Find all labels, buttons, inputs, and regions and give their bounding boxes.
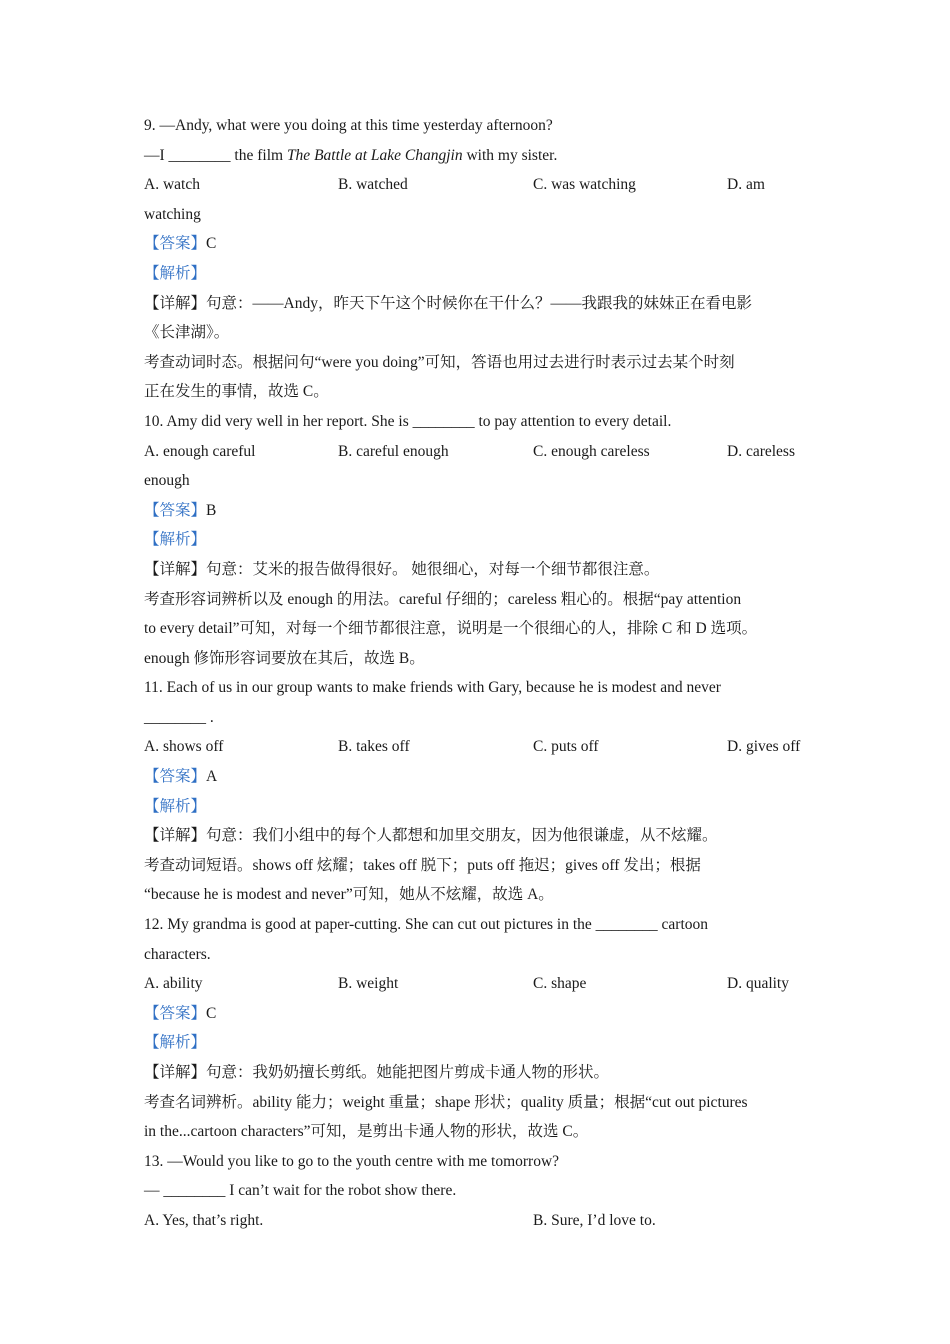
answer-label: 【答案】	[144, 235, 207, 253]
answer-value: C	[206, 1004, 217, 1022]
q10-detail-2: 考查形容词辨析以及 enough 的用法。careful 仔细的；careless 粗心的。根据“pay attention	[144, 590, 742, 608]
q11-option-a: A. shows off	[144, 738, 224, 756]
q10-detail-3: to every detail”可知，对每一个细节都很注意，说明是一个很细心的人，排除 C 和 D 选项。	[144, 620, 758, 638]
q13-option-b: B. Sure, I’d love to.	[533, 1211, 656, 1229]
detail-text: 句意：——Andy，昨天下午这个时候你在干什么？——我跟我的妹妹正在看电影	[206, 294, 752, 312]
q12-answer	[144, 999, 824, 1029]
q9-option-b: B. watched	[338, 176, 408, 194]
q10-option-d: D. careless	[727, 442, 795, 460]
q11-detail-3: “because he is modest and never”可知，她从不炫耀，故选 A。	[144, 886, 554, 904]
answer-label: 【答案】	[144, 768, 207, 786]
q9-reply-pre: —I ________ the film	[144, 146, 287, 164]
q12-option-d: D. quality	[727, 975, 789, 993]
q10-options	[144, 437, 824, 467]
q9-detail-4: 正在发生的事情，故选 C。	[144, 383, 329, 401]
q13-stem-reply: — ________ I can’t wait for the robot show there.	[144, 1182, 457, 1200]
answer-value: C	[206, 235, 217, 253]
q12-analysis-label: 【解析】	[144, 1034, 207, 1052]
q9-detail-3: 考查动词时态。根据问句“were you doing”可知，答语也用过去进行时表示过去某个时刻	[144, 353, 735, 371]
q10-analysis-label: 【解析】	[144, 531, 207, 549]
q11-options	[144, 732, 824, 762]
q11-option-b: B. takes off	[338, 738, 410, 756]
question-content	[144, 111, 824, 1236]
q10-option-wrap: enough	[144, 472, 190, 490]
q10-answer	[144, 496, 824, 526]
q9-option-wrap: watching	[144, 205, 201, 223]
q12-detail-3: in the...cartoon characters”可知，是剪出卡通人物的形状，故选 C。	[144, 1123, 589, 1141]
q12-stem-cont: characters.	[144, 945, 211, 963]
q11-detail-2: 考查动词短语。shows off 炫耀；takes off 脱下；puts off 拖迟；gives off 发出；根据	[144, 856, 701, 874]
q9-option-d: D. am	[727, 176, 765, 194]
q12-options	[144, 969, 824, 999]
q10-option-c: C. enough careless	[533, 442, 650, 460]
q12-detail-2: 考查名词辨析。ability 能力；weight 重量；shape 形状；quality 质量；根据“cut out pictures	[144, 1093, 748, 1111]
detail-text: 句意：艾米的报告做得很好。 她很细心，对每一个细节都很注意。	[206, 560, 660, 578]
q12-detail-1	[144, 1058, 824, 1088]
detail-text: 句意：我们小组中的每个人都想和加里交朋友，因为他很谦虚，从不炫耀。	[206, 827, 718, 845]
answer-label: 【答案】	[144, 1004, 207, 1022]
q11-option-c: C. puts off	[533, 738, 599, 756]
q13-option-a: A. Yes, that’s right.	[144, 1211, 264, 1229]
q9-options	[144, 170, 824, 200]
q10-detail-1	[144, 555, 824, 585]
q9-reply-post: with my sister.	[462, 146, 558, 164]
q10-detail-4: enough 修饰形容词要放在其后，故选 B。	[144, 649, 425, 667]
detail-label: 【详解】	[144, 560, 207, 578]
q9-film-title: The Battle at Lake Changjin	[286, 146, 463, 164]
q11-detail-1	[144, 821, 824, 851]
q9-option-a: A. watch	[144, 176, 200, 194]
q11-option-d: D. gives off	[727, 738, 801, 756]
q9-detail-2: 《长津湖》。	[144, 324, 230, 342]
detail-text: 句意：我奶奶擅长剪纸。她能把图片剪成卡通人物的形状。	[206, 1064, 610, 1081]
q12-option-b: B. weight	[338, 975, 399, 993]
q12-stem: 12. My grandma is good at paper-cutting. She can cut out pictures in the ________ cartoon	[144, 916, 709, 934]
q9-answer	[144, 229, 824, 259]
detail-label: 【详解】	[144, 294, 207, 312]
answer-value: A	[206, 768, 218, 786]
q9-analysis-label: 【解析】	[144, 264, 207, 282]
q10-option-b: B. careful enough	[338, 442, 449, 460]
answer-label: 【答案】	[144, 501, 207, 519]
q11-stem-blank: ________ .	[144, 708, 214, 726]
q11-stem: 11. Each of us in our group wants to make friends with Gary, because he is modest and never	[144, 679, 721, 697]
q11-analysis-label: 【解析】	[144, 797, 207, 815]
q13-options	[144, 1206, 824, 1236]
q9-detail-1	[144, 289, 824, 319]
q9-option-c: C. was watching	[533, 176, 636, 194]
q12-option-c: C. shape	[533, 975, 587, 993]
q10-option-a: A. enough careful	[144, 442, 256, 460]
q9-stem-reply	[144, 141, 824, 171]
q10-stem: 10. Amy did very well in her report. She is ________ to pay attention to every detail.	[144, 412, 672, 430]
answer-value: B	[206, 501, 217, 519]
q12-option-a: A. ability	[144, 975, 203, 993]
q11-answer	[144, 762, 824, 792]
detail-label: 【详解】	[144, 827, 207, 845]
q9-stem: 9. —Andy, what were you doing at this time yesterday afternoon?	[144, 117, 553, 134]
q13-stem: 13. —Would you like to go to the youth centre with me tomorrow?	[144, 1152, 560, 1170]
detail-label: 【详解】	[144, 1064, 207, 1081]
